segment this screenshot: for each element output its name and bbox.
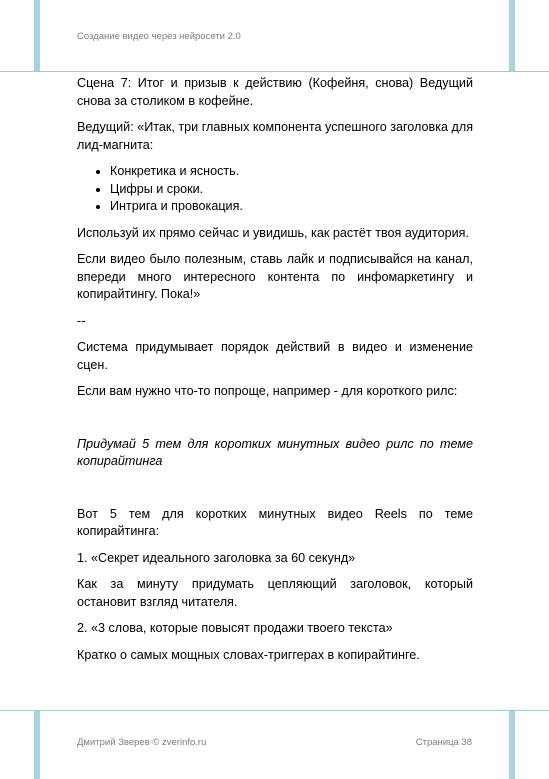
list-item: • Конкретика и ясность. [110,163,473,181]
bottom-left-accent-bar [34,710,40,779]
components-list [77,163,473,216]
host-line-paragraph: Ведущий: «Итак, три главных компонента успешного заголовка для лид-магнита: [77,120,474,152]
footer-page-number: Страница 38 [415,737,472,748]
page-header-title: Создание видео через нейросети 2.0 [77,31,241,42]
header-rule [0,71,549,72]
top-right-accent-bar [509,0,515,72]
topic-2-title: 2. «3 слова, которые повысят продажи твоего текста» [77,621,393,635]
topic-1-description: Как за минуту придумать цепляющий заголовок, который остановит взгляд читателя. [77,577,473,609]
prompt-paragraph: Придумай 5 тем для коротких минутных видео рилс по теме копирайтинга [77,436,473,468]
page-body [77,75,473,673]
list-item: • Интрига и провокация. [110,198,473,216]
footer-rule [0,710,549,711]
separator: -- [77,313,86,328]
use-now-paragraph: Используй их прямо сейчас и увидишь, как растёт твоя аудитория. [77,225,469,240]
list-item: • Цифры и сроки. [110,181,473,199]
answer-intro-paragraph: Вот 5 тем для коротких минутных видео Reels по теме копирайтинга: [77,506,473,538]
like-subscribe-paragraph: Если видео было полезным, ставь лайк и подписывайся на канал, впереди много интересного контента по инфомаркетингу и копирайтингу. Пока!» [77,252,473,301]
system-paragraph: Система придумывает порядок действий в видео и изменение сцен. [77,340,473,372]
footer-author: Дмитрий Зверев © zverinfo.ru [77,737,207,748]
top-left-accent-bar [34,0,40,72]
topic-2-description: Кратко о самых мощных словах-триггерах в копирайтинге. [77,647,420,662]
topic-1-title: 1. «Секрет идеального заголовка за 60 секунд» [77,550,356,565]
simpler-paragraph: Если вам нужно что-то попроще, например - для короткого рилс: [77,384,458,398]
bottom-right-accent-bar [509,710,515,779]
scene-intro-paragraph: Сцена 7: Итог и призыв к действию (Кофейня, снова) Ведущий снова за столиком в кофейне. [77,76,473,108]
